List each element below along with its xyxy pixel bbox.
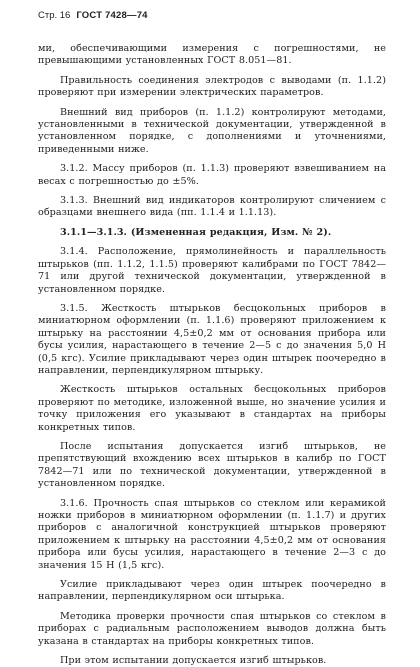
standard-code: ГОСТ 7428—74 [76, 10, 148, 21]
paragraph-method-radial: Методика проверки прочности спая штырьков со стеклом в приборах с радиальным расположением выводов должна быть указана в стандартах на приборы конкретных типов. [38, 610, 386, 647]
paragraph-3-1-6: 3.1.6. Прочность спая штырьков со стеклом или керамикой ножки приборов в миниатюрном оформлении (п. 1.1.7) и других приборов с аналогичной конструкцией штырьков проверяют приложением к штырьку на расстоянии 4,5±0,2 мм от основания прибора или бусы усилия, нарастающего в течение 2—3 с до значения 15 Н (1,5 кгс). [38, 497, 386, 571]
paragraph-after-test: После испытания допускается изгиб штырьков, не препятствующий вхождению всех штырьков в калибр по ГОСТ 7842—71 или по технической документации, утвержденной в установленном порядке. [38, 440, 386, 490]
paragraph-force-direction: Усилие прикладывают через один штырек поочередно в направлении, перпендикулярном оси штырька. [38, 579, 386, 603]
page-number: Стр. 16 [38, 10, 71, 21]
paragraph-bend-allowed: При этом испытании допускается изгиб штырьков. [60, 655, 327, 667]
paragraph-3-1-5: 3.1.5. Жесткость штырьков бесцокольных приборов в миниатюрном оформлении (п. 1.1.6) проверяют приложением к штырьку на расстоянии 4,5±0,2 мм от основания прибора или бусы усилия, нарастающего в течение 2—5 с до значения 5,0 Н (0,5 кгс). Усилие прикладывают через один штырек поочередно в направлении, перпендикулярном штырьку. [38, 302, 386, 376]
paragraph-continuation: ми, обеспечивающими измерения с погрешностями, не превышающими установленных ГОСТ 8.051—81. [38, 43, 386, 67]
paragraph-appearance: Внешний вид приборов (п. 1.1.2) контролируют методами, установленными в технической документации, утвержденной в установленном порядке, с дополнениями и уточнениями, приведенными ниже. [38, 106, 386, 155]
paragraph-amendment-note: 3.1.1—3.1.3. (Измененная редакция, Изм. № 2). [60, 226, 332, 238]
document-body [38, 43, 386, 667]
paragraph-3-1-4: 3.1.4. Расположение, прямолинейность и параллельность штырьков (пп. 1.1.2, 1.1.5) проверяют калибрами по ГОСТ 7842—71 или другой технической документации, утвержденной в установленном порядке. [38, 246, 386, 295]
paragraph-rigidity-other: Жесткость штырьков остальных бесцокольных приборов проверяют по методике, изложенной выше, но значение усилия и точку приложения его указывают в стандартах на приборы конкретных типов. [38, 384, 386, 433]
page-header [38, 9, 386, 23]
paragraph-3-1-2: 3.1.2. Массу приборов (п. 1.1.3) проверяют взвешиванием на весах с погрешностью до ±5%. [38, 163, 386, 187]
paragraph-3-1-3: 3.1.3. Внешний вид индикаторов контролируют сличением с образцами внешнего вида (пп. 1.1.4 и 1.1.13). [38, 195, 386, 219]
paragraph-electrode-connection: Правильность соединения электродов с выводами (п. 1.1.2) проверяют при измерении электрических параметров. [38, 74, 386, 99]
